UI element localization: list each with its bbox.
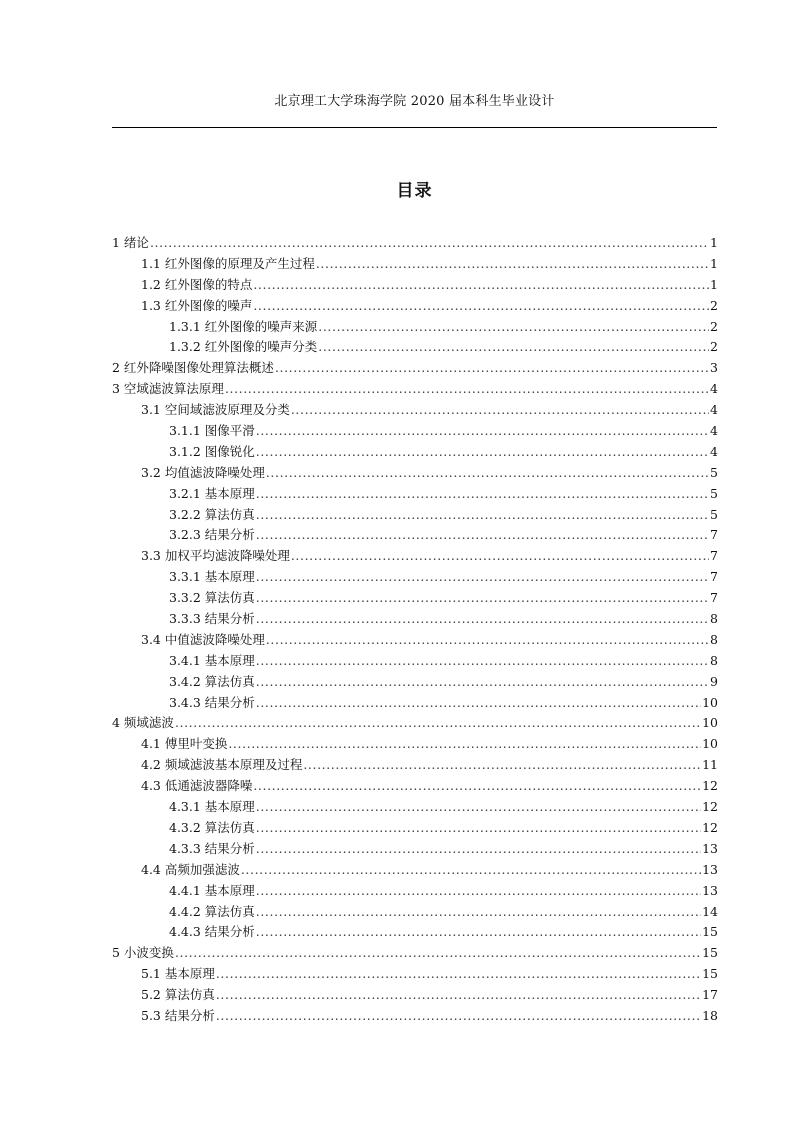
toc-entry-page-number: 15 [702, 966, 718, 982]
toc-title: 目录 [396, 181, 433, 201]
dot-leader [291, 400, 709, 421]
toc-entry-page-number: 5 [710, 485, 718, 501]
toc-entry-title: 3.2 均值滤波降噪处理 [141, 464, 265, 480]
toc-entry-page-number: 12 [702, 819, 718, 835]
toc-entry-title: 1 绪论 [112, 235, 149, 250]
page-header: 北京理工大学珠海学院 2020 届本科生毕业设计 [274, 94, 555, 109]
toc-entry-title: 2 红外降噪图像处理算法概述 [112, 360, 274, 376]
toc-entry[interactable] [112, 546, 718, 567]
toc-entry-page-number: 13 [702, 861, 718, 877]
toc-entry[interactable] [112, 379, 718, 400]
toc-entry[interactable] [112, 776, 718, 797]
toc-entry-title: 5.2 算法仿真 [141, 987, 215, 1003]
toc-entry[interactable] [112, 358, 718, 379]
toc-entry-page-number: 10 [702, 736, 718, 752]
toc-entry[interactable] [112, 797, 718, 818]
toc-entry[interactable] [112, 713, 718, 734]
dot-leader [253, 296, 709, 317]
toc-entry[interactable] [112, 1006, 718, 1027]
toc-entry[interactable] [112, 943, 718, 964]
toc-entry[interactable] [112, 839, 718, 860]
toc-entry[interactable] [112, 400, 718, 421]
toc-entry[interactable] [112, 902, 718, 923]
toc-entry[interactable] [112, 567, 718, 588]
dot-leader [253, 776, 701, 797]
dot-leader [216, 964, 701, 985]
toc-entry-title: 3.1.1 图像平滑 [169, 423, 255, 439]
toc-entry-page-number: 10 [702, 694, 718, 710]
toc-entry-title: 3.3.1 基本原理 [169, 569, 255, 585]
dot-leader [228, 734, 701, 755]
toc-entry-title: 1.3 红外图像的噪声 [141, 297, 253, 313]
dot-leader [256, 651, 709, 672]
toc-entry-title: 3.4.2 算法仿真 [169, 673, 255, 689]
dot-leader [253, 275, 709, 296]
toc-entry-title: 5.3 结果分析 [141, 1007, 215, 1023]
dot-leader [256, 609, 709, 630]
toc-entry[interactable] [112, 588, 718, 609]
dot-leader [318, 317, 709, 338]
toc-entry[interactable] [112, 484, 718, 505]
dot-leader [216, 1006, 701, 1027]
toc-entry-title: 4.4.3 结果分析 [169, 924, 255, 940]
toc-entry-page-number: 1 [710, 255, 718, 271]
toc-entry-page-number: 4 [710, 381, 718, 397]
table-of-contents [112, 233, 718, 1027]
toc-entry-page-number: 9 [710, 673, 718, 689]
toc-entry-title: 3.1 空间域滤波原理及分类 [141, 402, 290, 418]
toc-entry[interactable] [112, 525, 718, 546]
toc-entry[interactable] [112, 881, 718, 902]
toc-entry-title: 3.2.2 算法仿真 [169, 506, 255, 522]
dot-leader [303, 755, 701, 776]
toc-entry[interactable] [112, 317, 718, 338]
toc-entry[interactable] [112, 463, 718, 484]
dot-leader [256, 839, 701, 860]
dot-leader [256, 922, 701, 943]
toc-entry-page-number: 11 [702, 757, 718, 773]
toc-entry-page-number: 15 [702, 945, 718, 961]
toc-entry-page-number: 4 [710, 443, 718, 459]
toc-entry-title: 3.4.1 基本原理 [169, 652, 255, 668]
toc-entry-title: 1.1 红外图像的原理及产生过程 [141, 255, 315, 271]
toc-entry-title: 4.4.2 算法仿真 [169, 903, 255, 919]
toc-entry[interactable] [112, 275, 718, 296]
toc-entry-page-number: 7 [710, 590, 718, 606]
dot-leader [256, 442, 709, 463]
dot-leader [256, 881, 701, 902]
toc-entry[interactable] [112, 233, 718, 254]
toc-entry-page-number: 10 [702, 715, 718, 731]
dot-leader [256, 505, 709, 526]
toc-entry-page-number: 13 [702, 840, 718, 856]
toc-entry[interactable] [112, 296, 718, 317]
toc-entry[interactable] [112, 421, 718, 442]
toc-entry[interactable] [112, 254, 718, 275]
toc-entry[interactable] [112, 672, 718, 693]
toc-entry-page-number: 5 [710, 464, 718, 480]
dot-leader [256, 797, 701, 818]
dot-leader [256, 693, 701, 714]
toc-entry-page-number: 8 [710, 611, 718, 627]
dot-leader [256, 818, 701, 839]
toc-entry-page-number: 1 [710, 276, 718, 292]
toc-entry-title: 4.3.3 结果分析 [169, 840, 255, 856]
toc-entry-page-number: 3 [710, 360, 718, 376]
toc-entry-page-number: 12 [702, 778, 718, 794]
toc-entry-title: 3.1.2 图像锐化 [169, 443, 255, 459]
toc-entry[interactable] [112, 651, 718, 672]
dot-leader [256, 672, 709, 693]
toc-entry[interactable] [112, 964, 718, 985]
dot-leader [150, 233, 709, 254]
toc-entry[interactable] [112, 818, 718, 839]
toc-entry-page-number: 4 [710, 402, 718, 418]
toc-entry-title: 4 频域滤波 [112, 715, 174, 731]
toc-entry-title: 1.3.2 红外图像的噪声分类 [169, 339, 318, 355]
toc-entry[interactable] [112, 442, 718, 463]
toc-entry-page-number: 5 [710, 506, 718, 522]
toc-entry[interactable] [112, 755, 718, 776]
dot-leader [291, 546, 709, 567]
dot-leader [256, 525, 709, 546]
header-divider [112, 127, 717, 128]
dot-leader [316, 254, 709, 275]
toc-entry[interactable] [112, 630, 718, 651]
toc-entry-page-number: 12 [702, 799, 718, 815]
toc-entry-page-number: 7 [710, 569, 718, 585]
toc-entry-page-number: 1 [710, 235, 718, 250]
dot-leader [275, 358, 709, 379]
dot-leader [266, 630, 709, 651]
toc-entry[interactable] [112, 337, 718, 358]
dot-leader [175, 713, 701, 734]
dot-leader [256, 567, 709, 588]
toc-entry-title: 3.4 中值滤波降噪处理 [141, 631, 265, 647]
toc-entry-page-number: 4 [710, 423, 718, 439]
toc-entry-page-number: 14 [702, 903, 718, 919]
toc-entry-title: 4.3 低通滤波器降噪 [141, 778, 253, 794]
dot-leader [216, 985, 701, 1006]
toc-entry-title: 4.1 傅里叶变换 [141, 736, 228, 752]
toc-entry-page-number: 7 [710, 548, 718, 564]
toc-entry-title: 3.2.1 基本原理 [169, 485, 255, 501]
toc-entry-page-number: 13 [702, 882, 718, 898]
toc-entry[interactable] [112, 505, 718, 526]
toc-entry-page-number: 2 [710, 339, 718, 355]
toc-entry-title: 3.3.3 结果分析 [169, 611, 255, 627]
dot-leader [256, 588, 709, 609]
toc-entry-page-number: 8 [710, 631, 718, 647]
toc-entry[interactable] [112, 922, 718, 943]
dot-leader [256, 484, 709, 505]
toc-entry[interactable] [112, 693, 718, 714]
dot-leader [266, 463, 709, 484]
toc-entry-title: 3 空域滤波算法原理 [112, 381, 224, 397]
toc-entry[interactable] [112, 609, 718, 630]
toc-entry-page-number: 2 [710, 297, 718, 313]
toc-entry-title: 4.2 频域滤波基本原理及过程 [141, 757, 303, 773]
toc-entry-title: 4.4.1 基本原理 [169, 882, 255, 898]
dot-leader [256, 902, 701, 923]
dot-leader [241, 860, 701, 881]
dot-leader [318, 337, 709, 358]
toc-entry-title: 3.4.3 结果分析 [169, 694, 255, 710]
toc-entry-title: 4.3.1 基本原理 [169, 799, 255, 815]
toc-entry-title: 5 小波变换 [112, 945, 174, 961]
toc-entry-page-number: 2 [710, 318, 718, 334]
toc-entry-page-number: 17 [702, 987, 718, 1003]
toc-entry-page-number: 18 [702, 1007, 718, 1023]
toc-entry-page-number: 15 [702, 924, 718, 940]
toc-entry-title: 1.3.1 红外图像的噪声来源 [169, 318, 318, 334]
toc-entry-page-number: 8 [710, 652, 718, 668]
toc-entry-title: 3.3.2 算法仿真 [169, 590, 255, 606]
toc-entry-title: 1.2 红外图像的特点 [141, 276, 253, 292]
toc-entry-title: 3.3 加权平均滤波降噪处理 [141, 548, 290, 564]
dot-leader [225, 379, 709, 400]
toc-entry-title: 4.4 高频加强滤波 [141, 861, 240, 877]
toc-entry-title: 3.2.3 结果分析 [169, 527, 255, 543]
toc-entry[interactable] [112, 985, 718, 1006]
toc-entry[interactable] [112, 734, 718, 755]
toc-entry[interactable] [112, 860, 718, 881]
toc-entry-page-number: 7 [710, 527, 718, 543]
dot-leader [175, 943, 701, 964]
toc-entry-title: 5.1 基本原理 [141, 966, 215, 982]
toc-entry-title: 4.3.2 算法仿真 [169, 819, 255, 835]
dot-leader [256, 421, 709, 442]
